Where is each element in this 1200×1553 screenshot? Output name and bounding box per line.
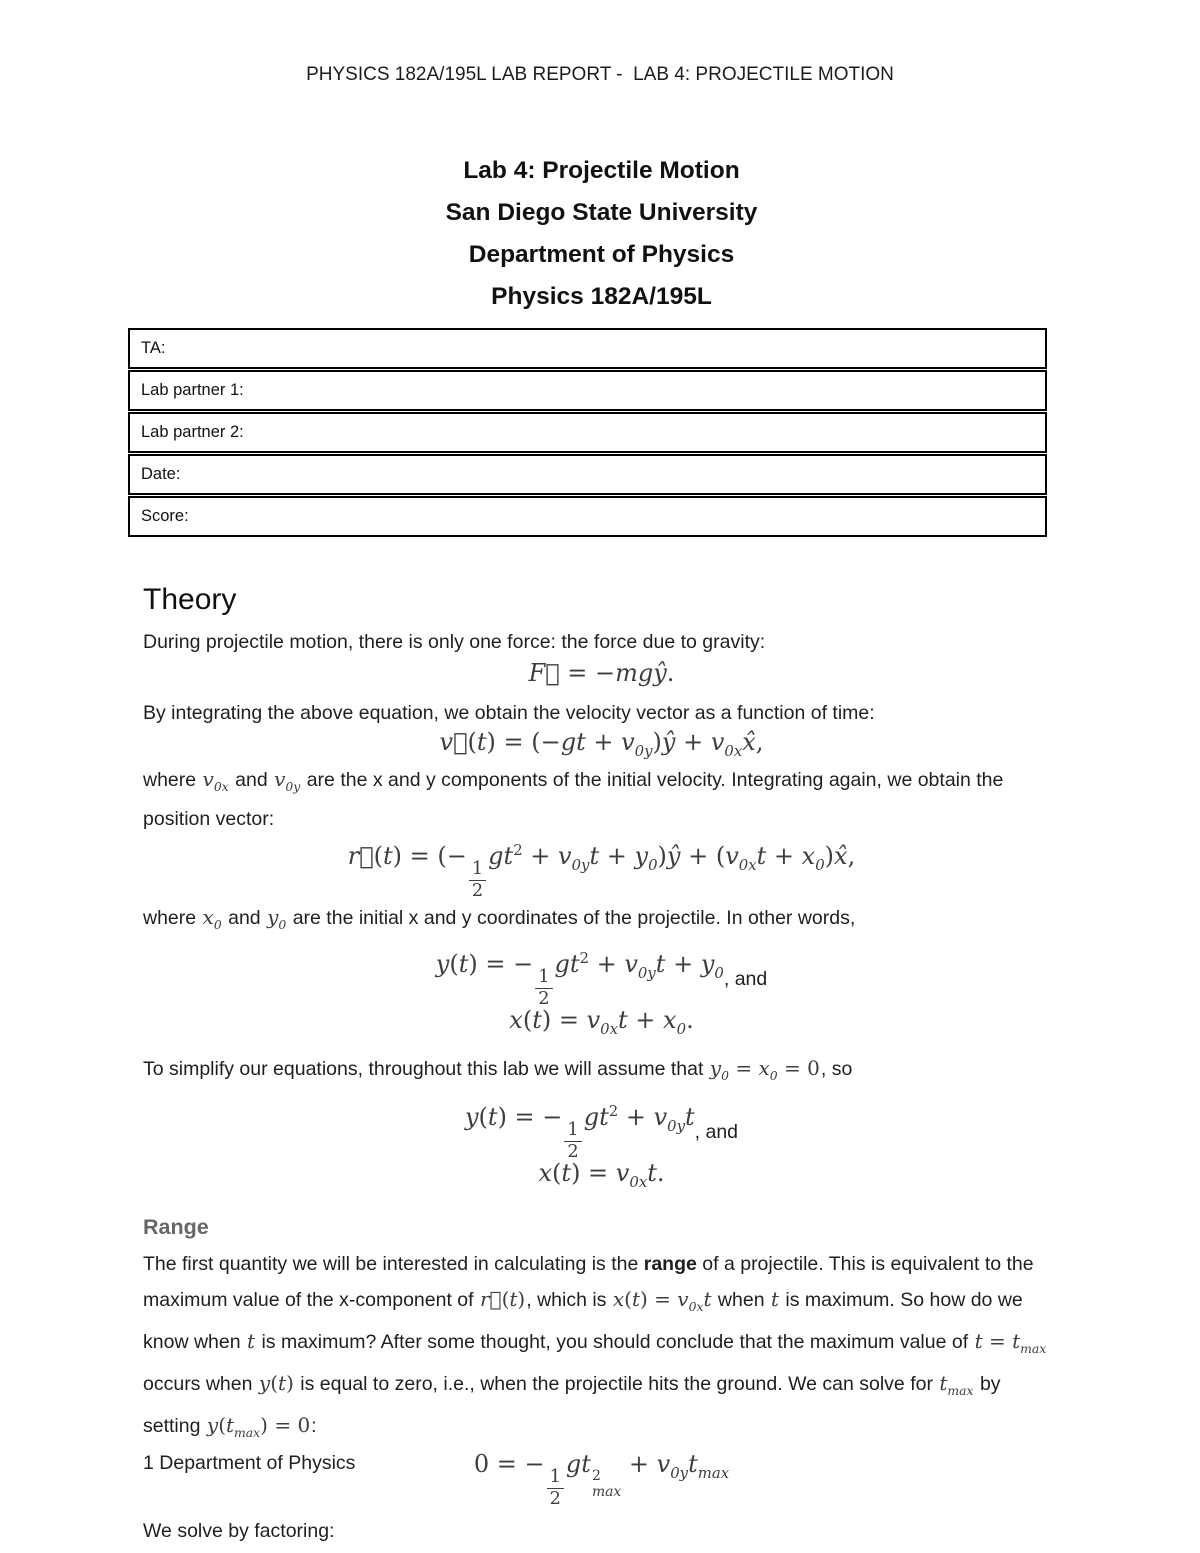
equation-x-full-body: $x(t) = v_{0x}t + x_0$. xyxy=(509,1006,694,1038)
equation-force-body: F⃗ = −mgŷ. xyxy=(528,659,675,687)
equation-velocity-body: v⃗(t) = $(-gt + v_{0y})ŷ$ + $v_{0x}x̂$, xyxy=(439,728,764,760)
equation-y-simple xyxy=(143,1083,1060,1163)
theory-heading: Theory xyxy=(143,583,237,616)
title-line-lab: Lab 4: Projectile Motion xyxy=(463,157,740,184)
equation-force xyxy=(143,655,1060,691)
table-label-score: Score: xyxy=(141,507,189,525)
equation-y-full-suffix: , and xyxy=(723,968,768,990)
table-row-partner1[interactable] xyxy=(128,370,1047,411)
paragraph-components: where $v_{0x}$ and $v_{0y}$ are the x and y components of the initial velocity. Integrating again, we obtain the position vector: xyxy=(143,766,1004,830)
paragraph-range: The first quantity we will be interested in calculating is the range of a projectile. This is equivalent to the maximum value of the x-component of r⃗(t), which is $x(t) = v_{0x}t$ when t is maximum. So how do we know when t is maximum? After some thought, you should conclude that the maximum value of $t = t_{max}$ occurs when y(t) is equal to zero, i.e., when the projectile hits the ground. We can solve for $t_{max}$ by setting $y(t_{max}) = 0$: xyxy=(143,1253,1047,1440)
info-table xyxy=(128,328,1047,537)
equation-y-full-body: y(t) = − $\frac{1}{2}$ $gt^2 + v_{0y}t + y_0$ xyxy=(435,949,724,1010)
title-line-department: Department of Physics xyxy=(468,241,735,268)
equation-x-simple-body: $x(t) = v_{0x}t$. xyxy=(538,1159,665,1191)
table-row-score[interactable] xyxy=(128,496,1047,537)
equation-y-simple-suffix: , and xyxy=(694,1121,739,1143)
table-label-ta: TA: xyxy=(141,339,166,357)
page-content xyxy=(0,150,1200,1548)
equation-y-full xyxy=(143,930,1060,1010)
page-header: PHYSICS 182A/195L LAB REPORT - LAB 4: PROJECTILE MOTION xyxy=(306,64,894,85)
equation-position xyxy=(143,822,1060,902)
equation-x-simple xyxy=(143,1155,1060,1200)
equation-y-simple-body: y(t) = − $\frac{1}{2}$ $gt^2 + v_{0y}t$ xyxy=(464,1102,695,1163)
range-heading: Range xyxy=(143,1215,209,1239)
page-footer: 1 Department of Physics xyxy=(143,1452,356,1474)
title-line-course: Physics 182A/195L xyxy=(491,283,712,310)
table-row-date[interactable] xyxy=(128,454,1047,495)
table-label-date: Date: xyxy=(141,465,181,483)
title-line-university: San Diego State University xyxy=(445,199,758,226)
paragraph-integrate: By integrating the above equation, we obtain the velocity vector as a function of time: xyxy=(143,702,875,724)
paragraph-gravity: During projectile motion, there is only one force: the force due to gravity: xyxy=(143,631,766,653)
paragraph-initial-coords: where $x_0$ and $y_0$ are the initial x and y coordinates of the projectile. In other words, xyxy=(143,905,856,932)
equation-x-full xyxy=(143,1002,1060,1047)
table-label-partner2: Lab partner 2: xyxy=(141,423,244,441)
table-label-partner1: Lab partner 1: xyxy=(141,381,244,399)
table-row-ta[interactable] xyxy=(128,328,1047,369)
equation-tmax-body: 0 = − $\frac{1}{2}$ gt 2 max + $v_{0y}t_{max}$ xyxy=(473,1450,730,1510)
table-row-partner2[interactable] xyxy=(128,412,1047,453)
title-block xyxy=(143,150,1060,318)
paragraph-factoring: We solve by factoring: xyxy=(143,1520,335,1543)
paragraph-simplify: To simplify our equations, throughout this lab we will assume that $y_0 = x_0 = 0$, so xyxy=(143,1056,853,1083)
equation-position-body: r⃗(t) = (− $\frac{1}{2}$ $gt^2 + v_{0y}t$ + $y_0)ŷ + (v_{0x}t$ + $x_0)x̂$, xyxy=(347,840,856,902)
